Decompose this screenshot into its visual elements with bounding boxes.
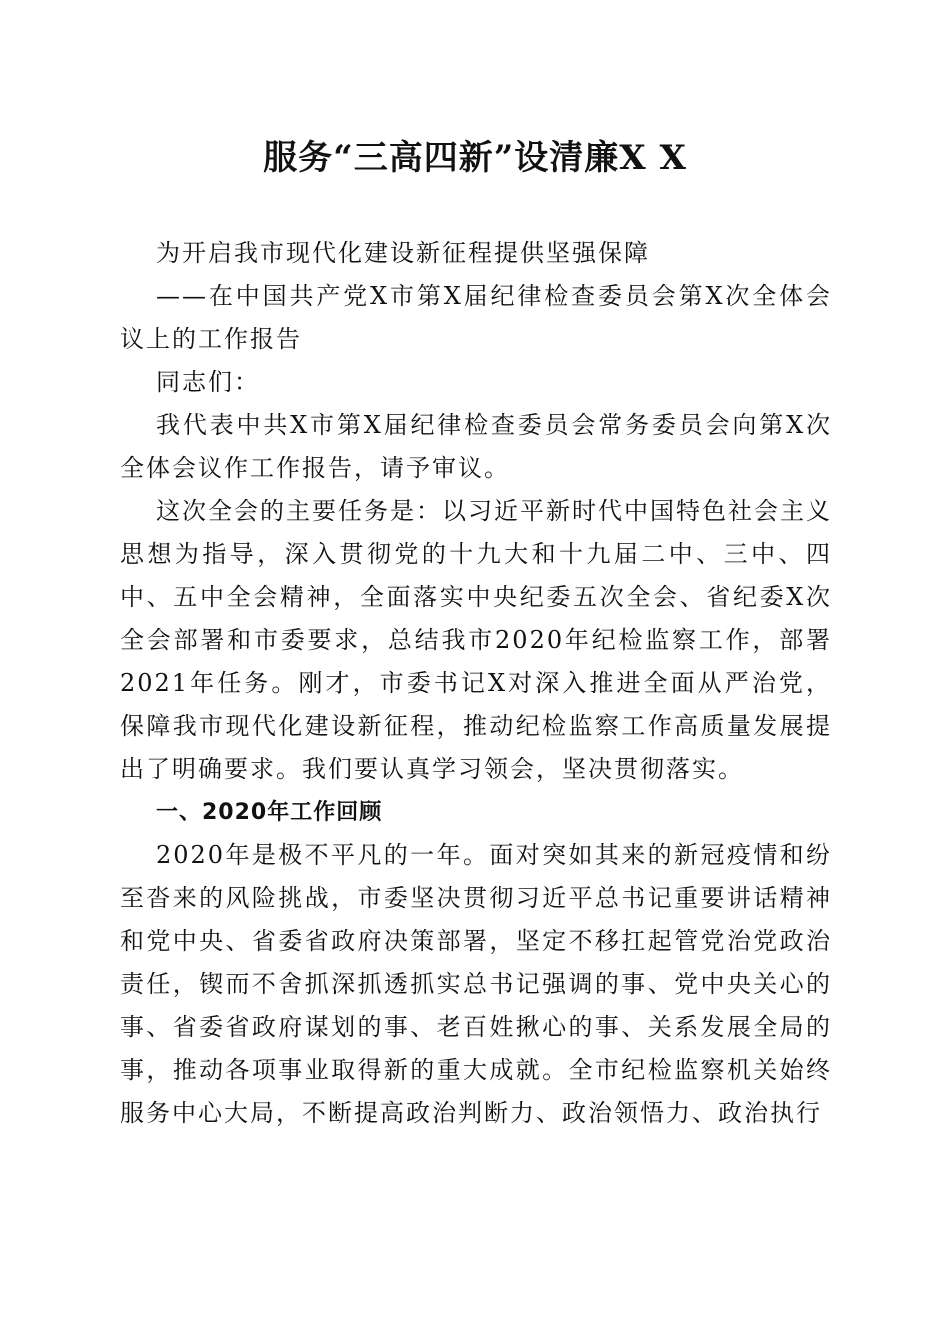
salutation: 同志们： — [156, 368, 260, 396]
subtitle-line: ——在中国共产党X市第X届纪律检查委员会第X次全体会议上的工作报告 — [120, 282, 832, 353]
body-paragraph: 这次全会的主要任务是：以习近平新时代中国特色社会主义思想为指导，深入贯彻党的十九大和十九届二中、三中、四中、五中全会精神，全面落实中央纪委五次全会、省纪委X次全会部署和市委要求，总结我市2020年纪检监察工作，部署2021年任务。刚才，市委书记X对深入推进全面从严治党，保障我市现代化建设新征程，推动纪检监察工作高质量发展提出了明确要求。我们要认真学习领会，坚决贯彻落实。 — [120, 497, 832, 783]
document-title: 服务“三高四新”设清廉X X — [263, 138, 687, 178]
document-body — [120, 232, 832, 1135]
section-heading: 一、2020年工作回顾 — [156, 800, 383, 825]
body-paragraph: 我代表中共X市第X届纪律检查委员会常务委员会向第X次全体会议作工作报告，请予审议。 — [120, 411, 832, 482]
subtitle-line: 为开启我市现代化建设新征程提供坚强保障 — [156, 239, 650, 267]
body-paragraph: 2020年是极不平凡的一年。面对突如其来的新冠疫情和纷至沓来的风险挑战，市委坚决贯彻习近平总书记重要讲话精神和党中央、省委省政府决策部署，坚定不移扛起管党治党政治责任，锲而不舍抓深抓透抓实总书记强调的事、党中央关心的事、省委省政府谋划的事、老百姓揪心的事、关系发展全局的事，推动各项事业取得新的重大成就。全市纪检监察机关始终服务中心大局，不断提高政治判断力、政治领悟力、政治执行 — [120, 841, 832, 1127]
